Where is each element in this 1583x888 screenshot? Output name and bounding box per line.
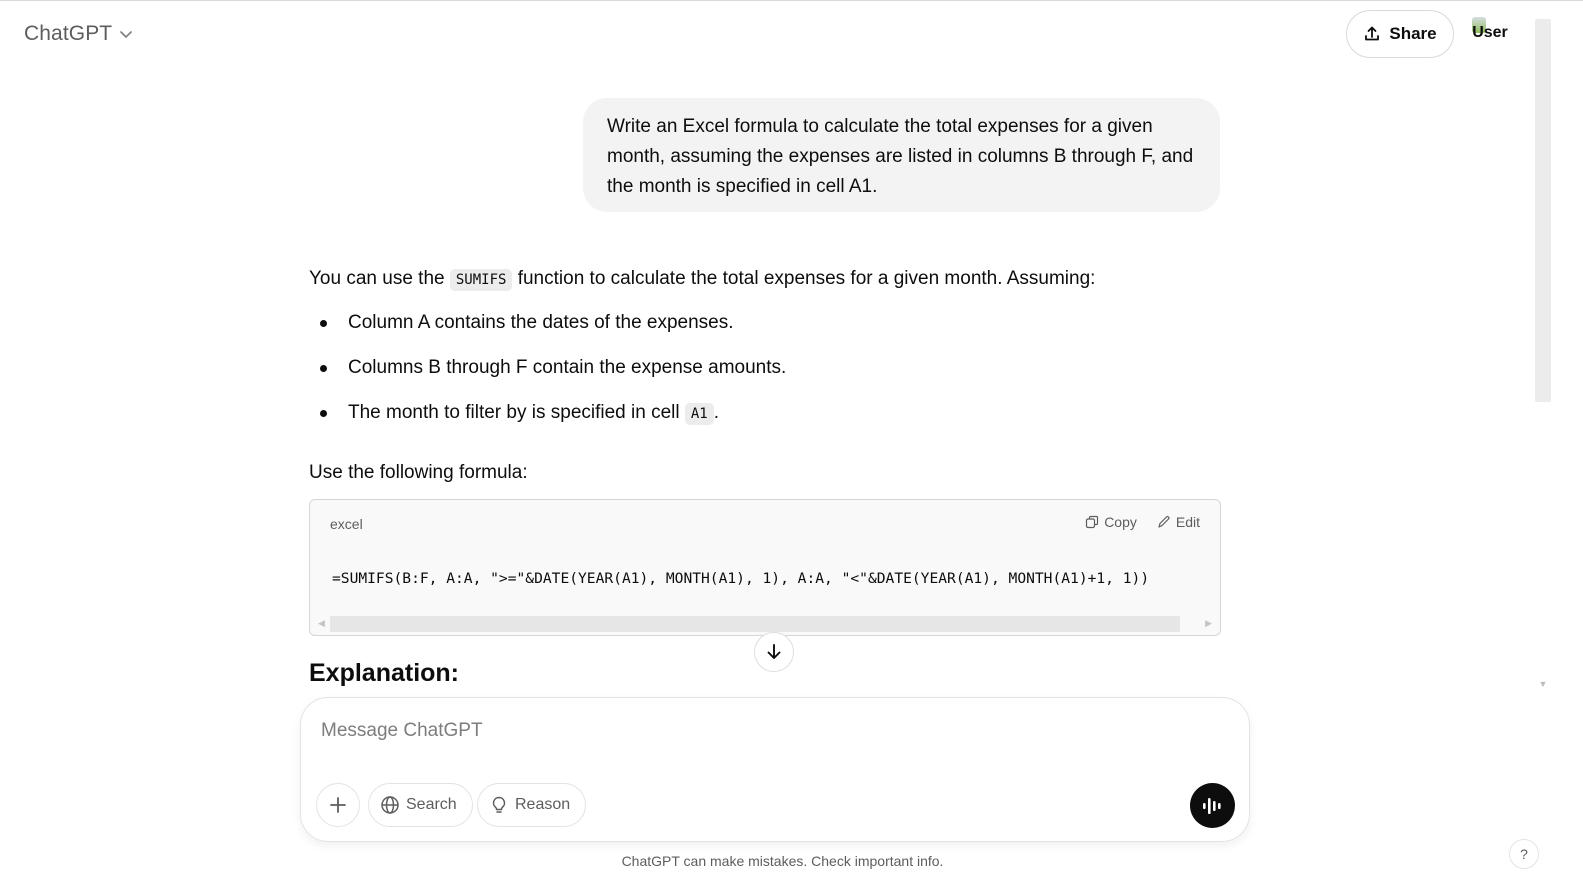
page-scrollbar-thumb[interactable] <box>1535 19 1551 402</box>
copy-icon <box>1085 515 1099 529</box>
scrollbar-down-arrow-icon[interactable]: ▼ <box>1538 679 1548 689</box>
formula-intro: Use the following formula: <box>309 462 528 483</box>
search-button[interactable] <box>368 783 473 827</box>
model-name: ChatGPT <box>24 22 113 45</box>
share-button[interactable] <box>1346 10 1454 58</box>
help-button[interactable]: ? <box>1509 839 1539 869</box>
inline-code-a1: A1 <box>685 403 714 425</box>
scroll-left-arrow-icon[interactable]: ◀ <box>318 618 325 628</box>
list-item-text: Columns B through F contain the expense amounts. <box>348 357 787 378</box>
edit-label: Edit <box>1175 514 1200 530</box>
code-scrollbar-thumb[interactable] <box>330 616 1180 632</box>
user-label: User <box>1472 24 1508 41</box>
voice-mode-button[interactable] <box>1190 783 1235 828</box>
lightbulb-icon <box>489 795 509 815</box>
explanation-heading: Explanation: <box>309 659 460 687</box>
intro-text-before: You can use the <box>309 268 450 289</box>
share-icon <box>1363 25 1381 43</box>
list-item-text: Column A contains the dates of the expenses. <box>348 312 734 333</box>
attach-button[interactable] <box>316 783 360 827</box>
globe-icon <box>380 795 400 815</box>
bullet-icon <box>320 410 327 417</box>
list-item-text: The month to filter by is specified in cell <box>348 402 685 423</box>
voice-waveform-icon <box>1200 795 1226 817</box>
code-actions <box>1085 514 1200 530</box>
arrow-down-icon <box>764 642 784 662</box>
share-label: Share <box>1389 24 1437 43</box>
message-composer <box>300 697 1250 842</box>
inline-code-sumifs: SUMIFS <box>450 269 513 291</box>
edit-code-button[interactable] <box>1157 514 1200 530</box>
copy-label: Copy <box>1104 514 1137 530</box>
assistant-intro <box>309 263 1095 296</box>
reason-button[interactable] <box>477 783 586 827</box>
copy-code-button[interactable] <box>1085 514 1137 530</box>
chevron-down-icon <box>118 26 134 42</box>
message-input[interactable] <box>321 716 1201 746</box>
bullet-icon <box>320 320 327 327</box>
scroll-to-bottom-button[interactable] <box>754 632 794 672</box>
bullet-icon <box>320 365 327 372</box>
search-label: Search <box>406 796 457 813</box>
scroll-right-arrow-icon[interactable]: ▶ <box>1205 618 1212 628</box>
code-content: =SUMIFS(B:F, A:A, ">="&DATE(YEAR(A1), MONTH(A1), 1), A:A, "<"&DATE(YEAR(A1), MONTH(A1)+1, 1)) <box>332 570 1150 587</box>
user-avatar[interactable] <box>1468 15 1512 51</box>
edit-icon <box>1157 515 1171 529</box>
top-bar <box>0 1 1583 67</box>
code-language-label: excel <box>330 516 363 532</box>
code-block <box>309 499 1221 636</box>
model-switcher[interactable] <box>14 15 144 53</box>
disclaimer-text: ChatGPT can make mistakes. Check important info. <box>621 853 944 869</box>
list-item <box>309 307 786 352</box>
assumption-list <box>309 307 786 442</box>
list-item-suffix: . <box>713 402 720 423</box>
user-message-text: Write an Excel formula to calculate the total expenses for a given month, assuming the expenses are listed in columns B through F, and the month is specified in cell A1. <box>607 116 1194 197</box>
list-item <box>309 397 786 442</box>
plus-icon <box>328 795 348 815</box>
reason-label: Reason <box>515 796 571 813</box>
user-message-bubble <box>583 98 1220 212</box>
list-item <box>309 352 786 397</box>
code-horizontal-scrollbar[interactable] <box>318 616 1212 632</box>
intro-text-after: function to calculate the total expenses for a given month. Assuming: <box>512 268 1096 289</box>
